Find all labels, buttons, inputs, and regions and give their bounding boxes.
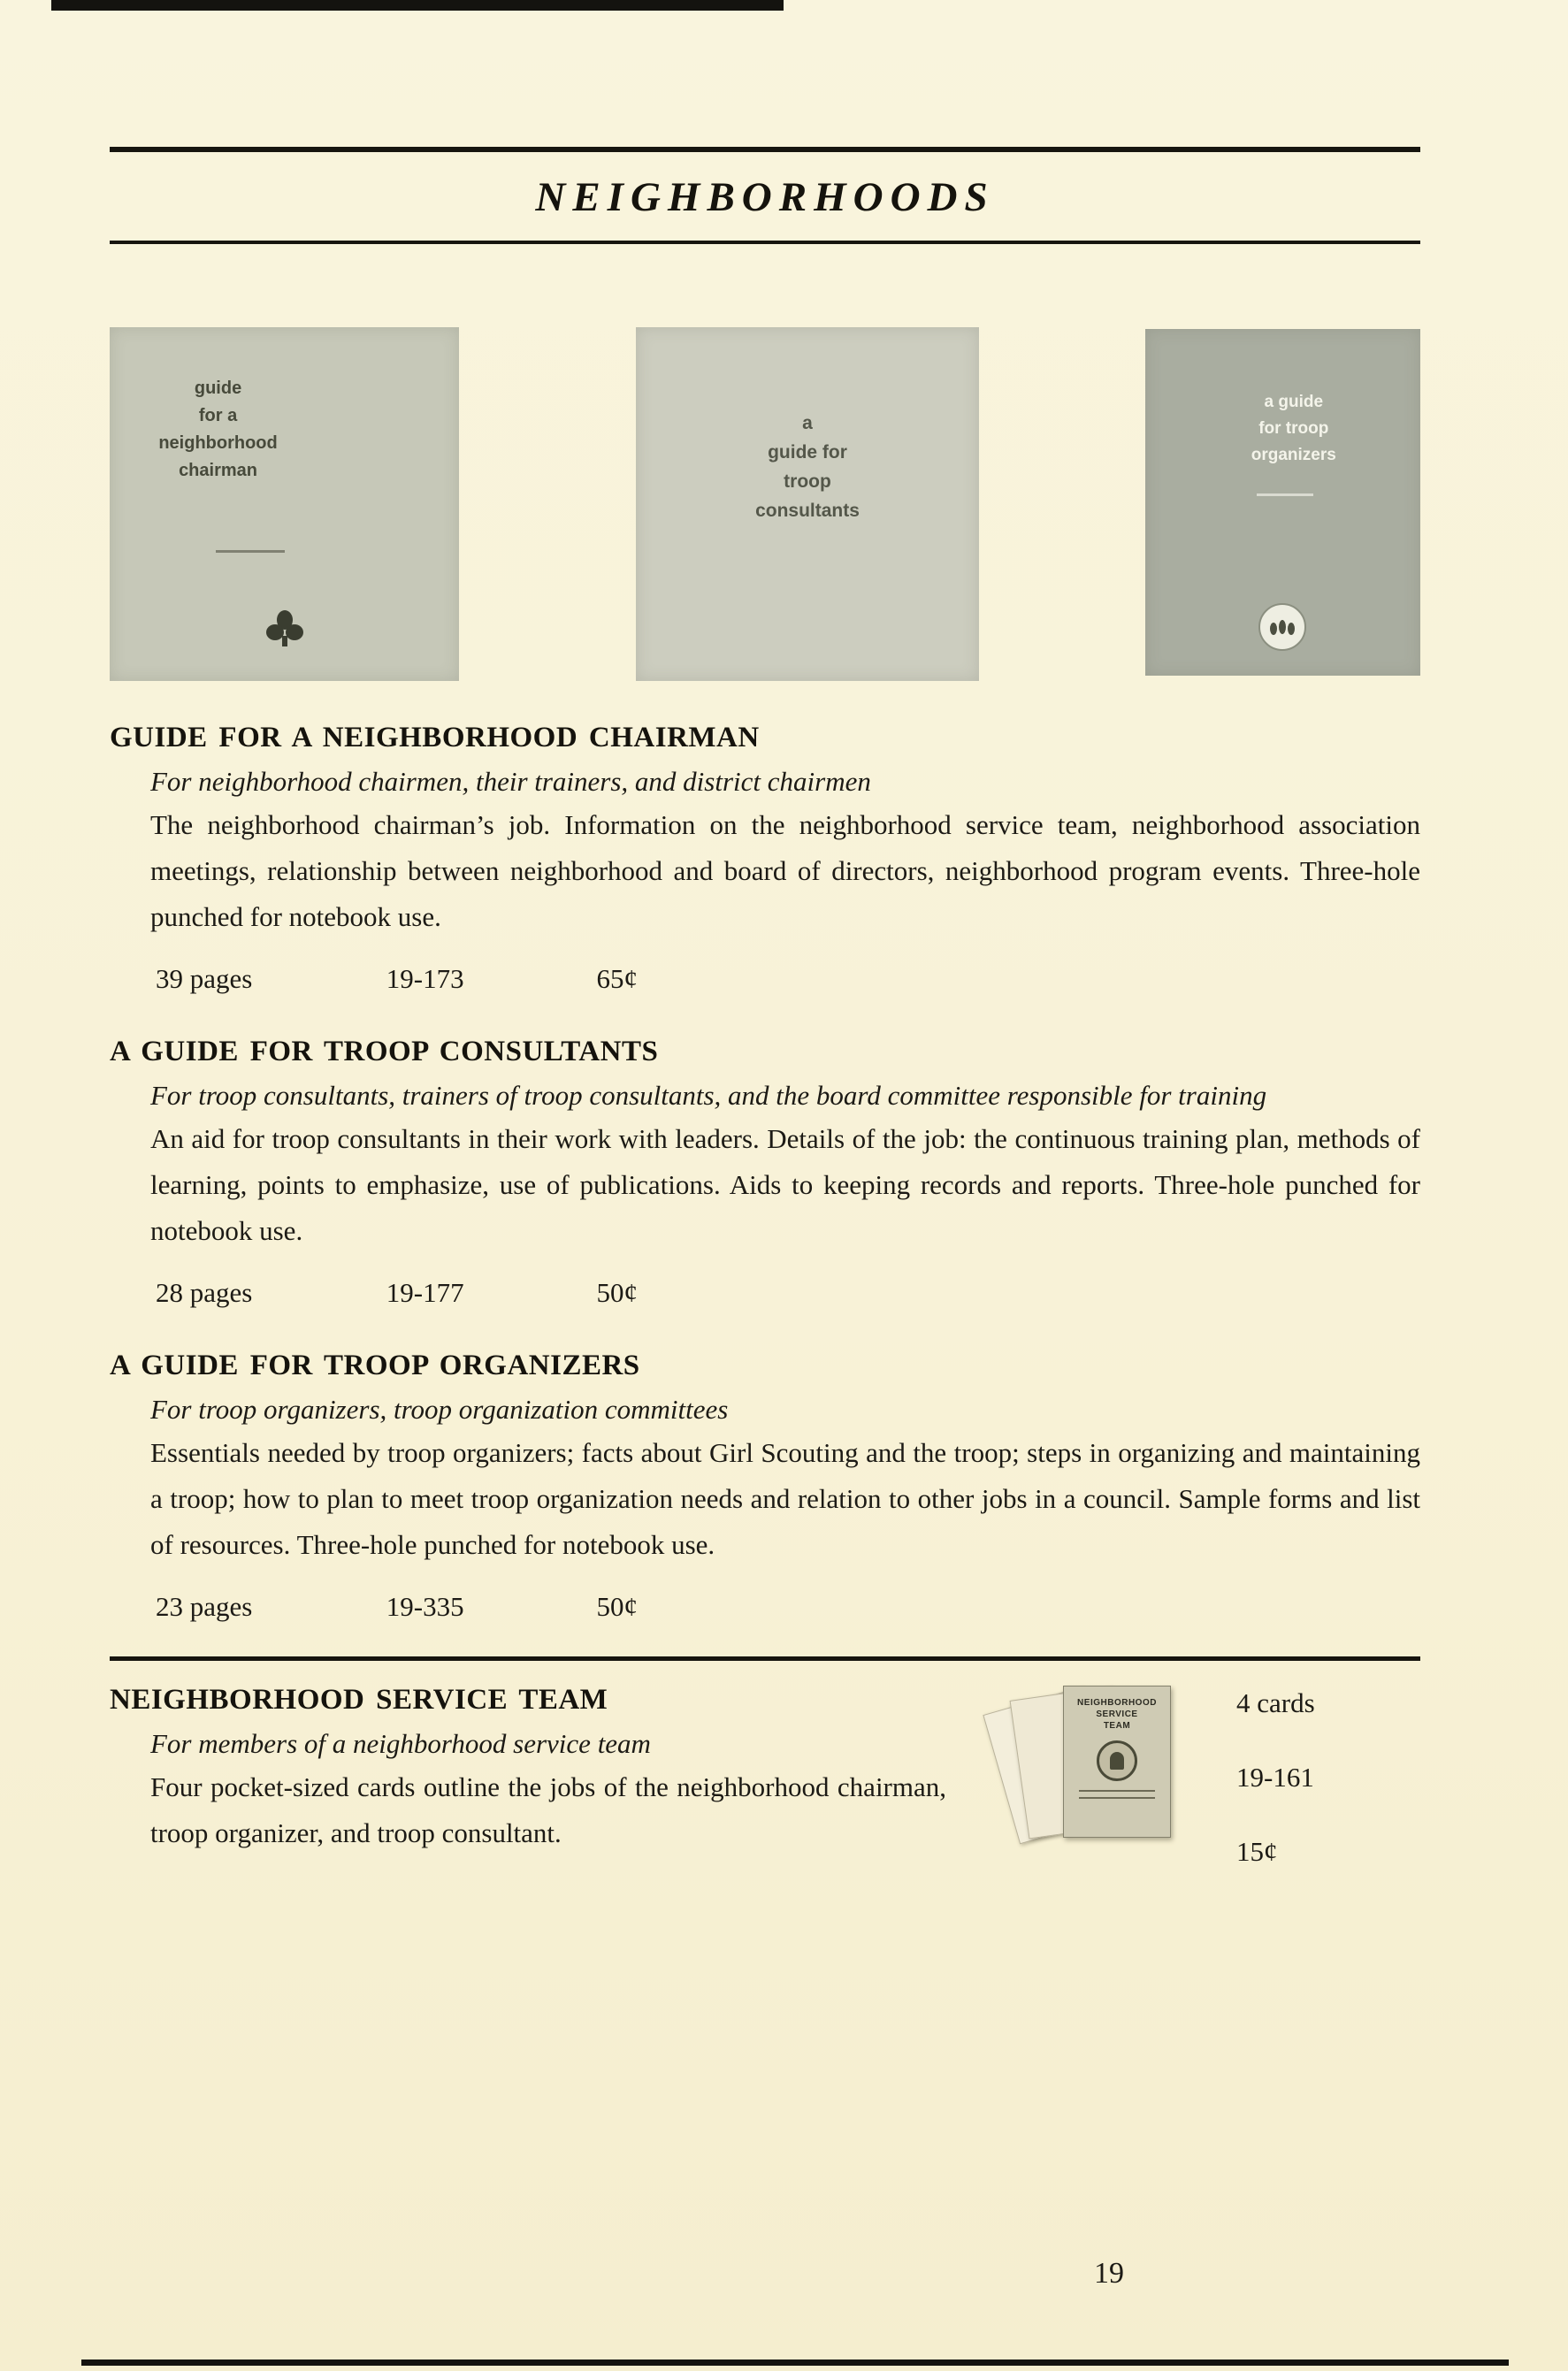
- card-fineprint: [1079, 1790, 1155, 1799]
- entry-audience: For troop organizers, troop organization committees: [150, 1394, 729, 1425]
- entry-quantity: 4 cards: [1236, 1687, 1315, 1718]
- cover-fineprint: [216, 550, 285, 553]
- card-emblem-icon: [1097, 1740, 1137, 1781]
- entry-heading: GUIDE FOR A NEIGHBORHOOD CHAIRMAN: [110, 722, 760, 753]
- entry-audience: For members of a neighborhood service team: [150, 1728, 651, 1759]
- catalog-entry-troop-organizers: [110, 1350, 1420, 1623]
- cover-title-text: a guide for troop consultants: [755, 413, 860, 521]
- top-rule: [110, 147, 1420, 152]
- cover-title-text: guide for a neighborhood chairman: [158, 379, 278, 480]
- catalog-entry-neighborhood-service-team: [110, 1684, 1420, 1976]
- cover-guide-for-neighborhood-chairman: [110, 327, 459, 681]
- entry-description: Essentials needed by troop organizers; facts about Girl Scouting and the troop; steps in organizing and maintaining a troop; how to plan to meet troop organization needs and relation to other jobs in a council. Sample forms and list of resources. Three-hole punched for notebook use.: [150, 1437, 1420, 1560]
- service-team-cards-image: [1013, 1686, 1190, 1854]
- cover-title-text: a guide for troop organizers: [1251, 393, 1336, 464]
- trefoil-logo-icon: [262, 609, 308, 654]
- entry-price: 15¢: [1236, 1836, 1278, 1867]
- girl-scout-emblem-icon: [1258, 602, 1307, 656]
- entry-heading: A GUIDE FOR TROOP ORGANIZERS: [110, 1350, 640, 1381]
- service-team-order-info: [1236, 1687, 1315, 1910]
- entry-price: 50¢: [596, 1277, 638, 1308]
- catalog-entry-troop-consultants: [110, 1036, 1420, 1309]
- entry-pages: 23 pages: [156, 1591, 253, 1622]
- entry-audience: For troop consultants, trainers of troop consultants, and the board committee responsible for training: [150, 1080, 1267, 1111]
- section-divider-rule: [110, 1656, 1420, 1661]
- entry-catalog-number: 19-161: [1236, 1762, 1314, 1793]
- catalog-page: [110, 0, 1420, 1976]
- catalog-entry-neighborhood-chairman: [110, 722, 1420, 995]
- entry-pages: 39 pages: [156, 963, 253, 994]
- page-title: NEIGHBORHOODS: [535, 174, 995, 220]
- entry-catalog-number: 19-173: [386, 963, 464, 994]
- service-team-text: [110, 1684, 950, 1856]
- cover-fineprint: [1257, 493, 1313, 496]
- card-title-text: NEIGHBORHOOD SERVICE TEAM: [1077, 1698, 1157, 1731]
- scan-artifact-bottom: [81, 2360, 1509, 2366]
- entry-audience: For neighborhood chairmen, their trainers, and district chairmen: [150, 766, 871, 797]
- title-rule: [110, 241, 1420, 244]
- entry-description: Four pocket-sized cards outline the jobs of the neighborhood chairman, troop organizer, and troop consultant.: [150, 1771, 946, 1848]
- cover-guide-for-troop-consultants: [636, 327, 978, 681]
- entry-price: 65¢: [596, 963, 638, 994]
- page-number: 19: [1094, 2257, 1124, 2290]
- entry-pages: 28 pages: [156, 1277, 253, 1308]
- entry-heading: A GUIDE FOR TROOP CONSULTANTS: [110, 1036, 659, 1067]
- entry-heading: NEIGHBORHOOD SERVICE TEAM: [110, 1684, 608, 1716]
- booklet-covers-row: [110, 327, 1420, 681]
- entry-catalog-number: 19-177: [386, 1277, 464, 1308]
- card-front: [1063, 1686, 1171, 1838]
- entry-catalog-number: 19-335: [386, 1591, 464, 1622]
- cover-guide-for-troop-organizers: [1145, 329, 1420, 676]
- entry-price: 50¢: [596, 1591, 638, 1622]
- entry-order-info: [156, 1591, 1420, 1623]
- entry-order-info: [156, 1277, 1420, 1309]
- entry-description: An aid for troop consultants in their work with leaders. Details of the job: the continuous training plan, methods of learning, points to emphasize, use of publications. Aids to keeping records and reports. Three-hole punched for notebook use.: [150, 1123, 1420, 1246]
- entry-order-info: [156, 963, 1420, 995]
- entry-description: The neighborhood chairman’s job. Information on the neighborhood service team, neighborhood association meetings, relationship between neighborhood and board of directors, neighborhood program events. Three-hole punched for notebook use.: [150, 809, 1420, 932]
